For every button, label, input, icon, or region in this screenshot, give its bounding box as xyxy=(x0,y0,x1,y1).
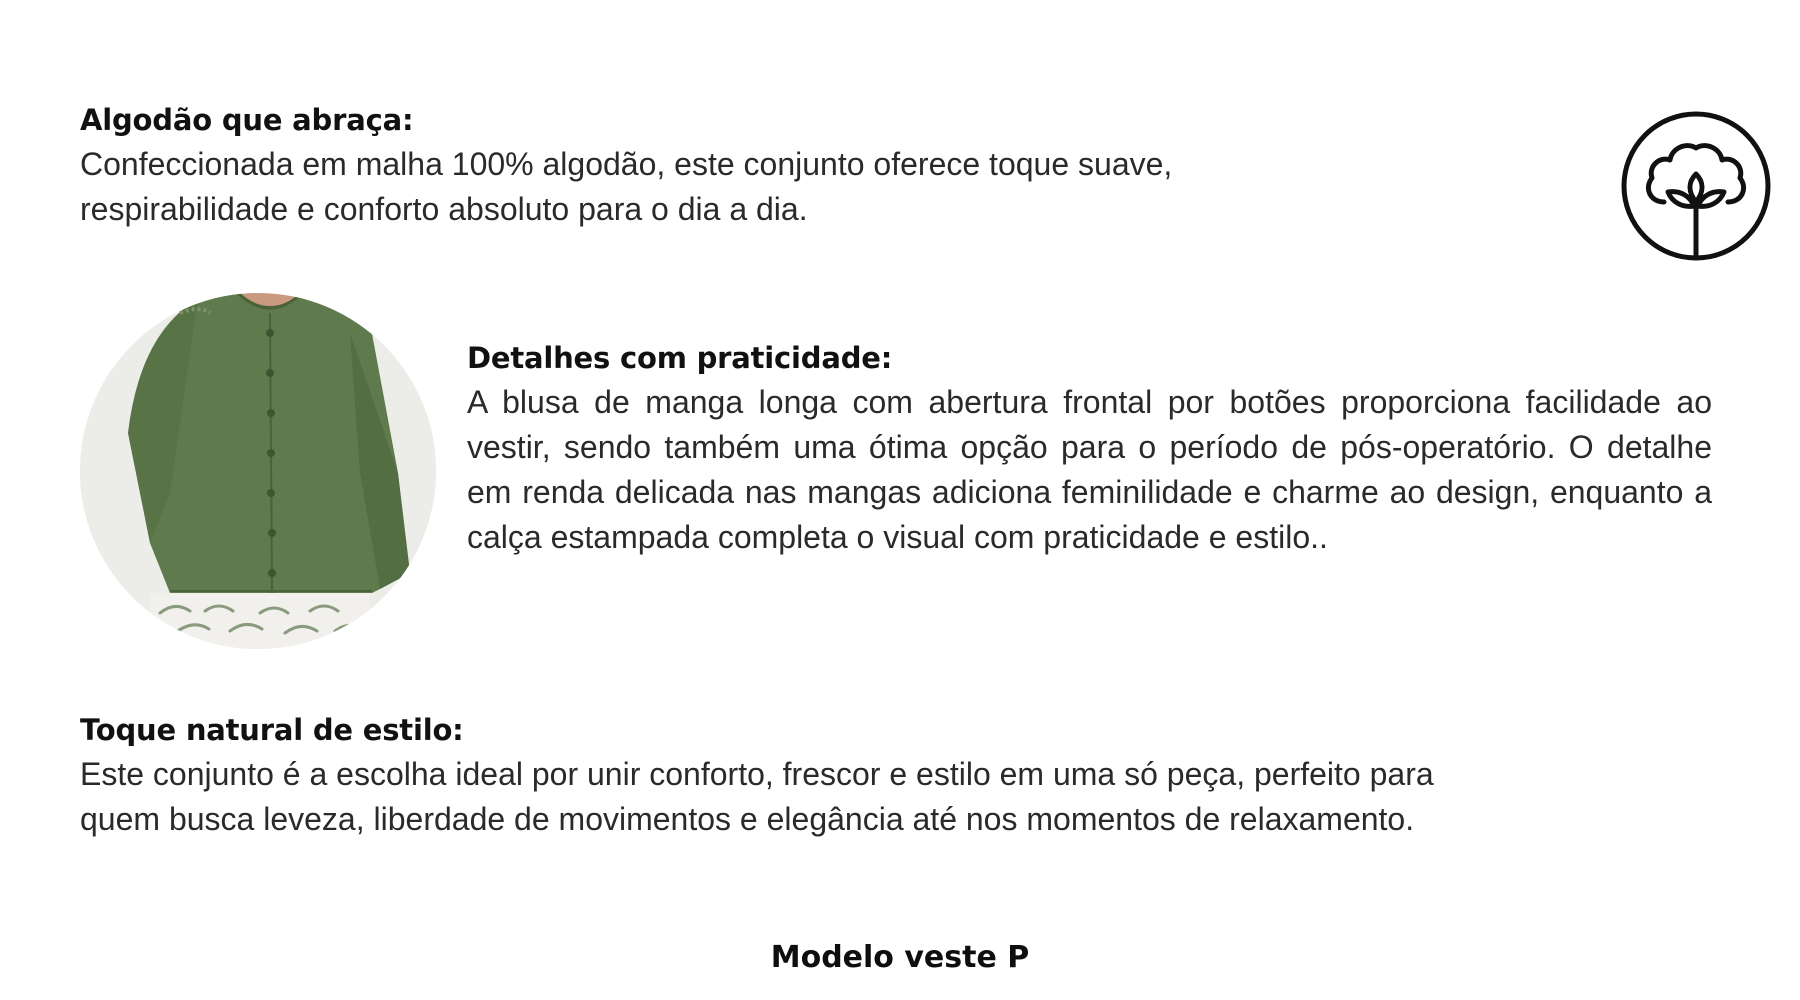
section-text-cotton-line-1: Confeccionada em malha 100% algodão, este conjunto oferece toque suave, xyxy=(80,146,1173,182)
section-cotton xyxy=(80,98,1400,232)
section-text-cotton-line-2: respirabilidade e conforto absoluto para o dia a dia. xyxy=(80,191,808,227)
section-heading-cotton: Algodão que abraça: xyxy=(80,103,414,137)
section-heading-details: Detalhes com praticidade: xyxy=(467,341,893,375)
section-text-style-line-2: quem busca leveza, liberdade de movimentos e elegância até nos momentos de relaxamento. xyxy=(80,801,1415,837)
section-text-style-line-1: Este conjunto é a escolha ideal por unir conforto, frescor e estilo em uma só peça, perfeito para xyxy=(80,756,1434,792)
model-size-note: Modelo veste P xyxy=(770,940,1030,975)
section-style xyxy=(80,708,1720,842)
section-heading-style: Toque natural de estilo: xyxy=(80,713,464,747)
cotton-icon xyxy=(1620,110,1772,262)
section-text-details: A blusa de manga longa com abertura frontal por botões proporciona facilidade ao vestir, sendo também uma ótima opção para o período de pós-operatório. O detalhe em renda delicada nas mangas adiciona feminilidade e charme ao design, enquanto a calça estampada completa o visual com praticidade e estilo.. xyxy=(467,384,1712,555)
section-details xyxy=(467,336,1712,560)
product-photo xyxy=(80,293,436,649)
